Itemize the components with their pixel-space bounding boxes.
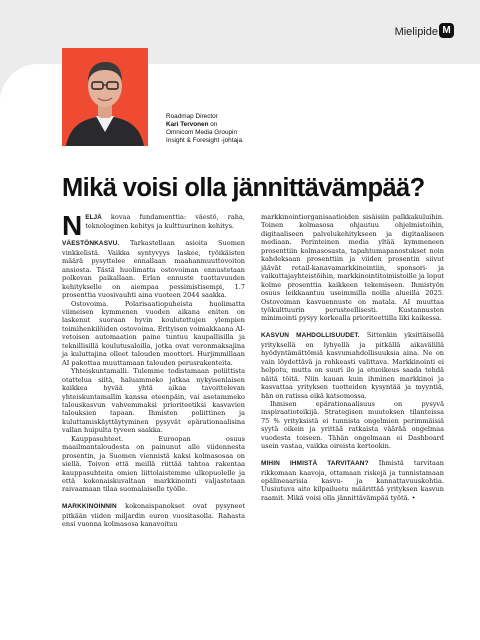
paragraph: Yhteiskuntamalli. Tulemme todistamaan poliittista otattelua siitä, haluammeko jatkaa nykyisenlaisen kaikkea hyvää yhtä aikaa tavoittelevan yhteiskuntamallin kanssa eteenpäin, vai asetammeko talouskasvun vahvemmaksi prioriteetiksi kasvavien talouksien tapaan. Ihmisten poliittinen ja kuluttamiskäyttäytyminen pysyvät epärationaalisina vallan huipulta tyveen saakka. — [62, 367, 245, 435]
left-column — [62, 210, 245, 529]
author-affiliation-1: Omnicom Media Groupin — [166, 129, 238, 136]
subheading: MARKKINOINNIN — [62, 503, 117, 511]
paragraph — [62, 239, 245, 299]
author-affiliation-2: Insight & Foresight -johtaja. — [166, 137, 244, 144]
author-name-suffix: on — [208, 121, 218, 128]
paragraph-text: Tarkastellaan asioita Suomen vinkkelistä. Vaikka syntyvyys laskee, työikäisten määrä pysyttelee ennallaan maahanmuuttovoiton ansiosta. Tästä huolimatta ostovoiman ennustetaan polkevan paikallaan. Erlan ennuste tuottavuuden kehitykselle on aiempaa pessimistisempi, 1.7 prosenttia vuosivauhti aina vuoteen 2044 saakka. — [62, 239, 245, 300]
author-name: Kari Tervonen — [166, 121, 209, 128]
section-label: Mielipide — [394, 26, 438, 38]
paragraph: markkinointiorganisaatioiden sisäisiin palkkakuluihin. Toinen kolmasosa ohjautuu ohjelmistoihin, digitaaliseen palvelukehitykseen ja digitaaliseen mediaan. Perinteinen media yltää kymmeneen prosenttiin kolmasosasta, tapahtumapanostukset noin kahdeksaan prosenttiin ja viiden prosentin siivut jäävät retail-kanavamarkkinointiin, sponsori- ja vaikuttajayhteistöihin, markkinointitoimistoille ja loput kolme prosenttia kaikkeen tekemiseen. Ihmistyön osuus leikkaantuu useimmilla noilla alueilla 2025. Ostovoiman kasvuennuste on matala. AI muuttaa työkulttuurin perusteellisesti. Kustannusten minimointi pysyy korkealla prioriteettilla liki kaikessa. — [261, 213, 444, 323]
right-column — [261, 213, 444, 502]
lead-caps: ELJÄ — [85, 214, 102, 221]
paragraph-text: Ihmistä tarvitaan rikkomaan kaavoja, ottamaan riskejä ja tunnistamaan epälineaarisia kasvu- ja kannattavuuskohtia. Uusiutuva aito kilpailuetu määrittää yrityksen kasvun raamit. Mikä voisi olla jännittävämpää työtä. • — [261, 459, 444, 502]
lead-text: kovaa fundamenttia: väestö, raha, teknologinen kehitys ja kulttuurinen kehitys. — [85, 213, 245, 231]
lead-paragraph — [62, 210, 245, 241]
subheading: VÄESTÖNKASVU. — [62, 240, 120, 248]
paragraph — [261, 331, 444, 400]
subheading: MIHIN IHMISTÄ TARVITAAN? — [261, 460, 369, 468]
paragraph: Ostovoima. Polarisaatiopuheista huolimatta viimeisen kymmenen vuoden aikana eniten on laskenut suoraan hyvin koulutettujen ylempien toimihenkilöiden ostovoima. Erityisen voimakkaana AI-vetoisen automaation paine tuntuu kaupallisilla ja teknillisillä koulutusaloilla, jotka ovat veronmaksajina ja kuluttajina olleet talouden moottori. Hurjimmillaan AI pakottaa muuttamaan talouden perusrakenteita. — [62, 299, 245, 367]
author-name-line — [166, 121, 366, 129]
article-headline: Mikä voisi olla jännittävämpää? — [62, 174, 425, 202]
paragraph — [62, 502, 245, 528]
author-caption — [166, 113, 366, 145]
paragraph: Kauppasuhteet. Euroopan osuus maailmantaloudesta on painunut alle viidennesta prosentin, ja Suomen viennistä kaksi kolmasosaa on siellä. Toivon että meillä riittää tahtoa rakentaa kauppasuhteita omien liittolaistemme ulkopuolelle ja että kokonaiskuvaltaan markkinointi valjastetaan raivaamaan tilaa suomalaiselle työlle. — [62, 434, 245, 494]
paragraph-text: kokonaispanokset ovat pysyneet pitkään viiden miljardin euron vuositasolla. Rahasta ensi vuonna kolmasosa kanavoituu — [62, 502, 245, 529]
author-title: Roadmap Director — [166, 113, 218, 120]
drop-cap: N — [62, 210, 83, 241]
author-portrait — [62, 48, 148, 146]
paragraph-text: Sittenkin yksittäisellä yrityksellä on lyhyellä ja pitkällä aikavälillä hyödyntämättömiä kasvumahdollisuuksia aina. Ne on vain löydettävä ja rohkeasti valittava. Markkinointi ei helpotu, mutta on suuri ilo ja etuoikeus saada tehdä näitä töitä. Niin kauan kuin ihminen markkinoi ja kasvattaa yrityksen tuotteiden kysyntää ja myyntiä, hän on ratissa eikä katsomossa. — [261, 331, 445, 400]
section-badge: M — [439, 23, 454, 38]
subheading: KASVUN MAHDOLLISUUDET. — [261, 332, 360, 340]
paragraph — [261, 459, 444, 502]
paragraph: Ihmisen epärationaalisuus on pysyvä inspiraatioteikijä. Strategisen muutoksen tilanteissa 75 % yrityksistä ei tunnista ongelmien perimmäisiä syytä oikein ja yrittää ratkaista väärää ongelmaa vuodesta toiseen. Tähän ongelmaan ei Dashboard usein vastaa, vaikka oireista kertookin. — [261, 399, 444, 451]
